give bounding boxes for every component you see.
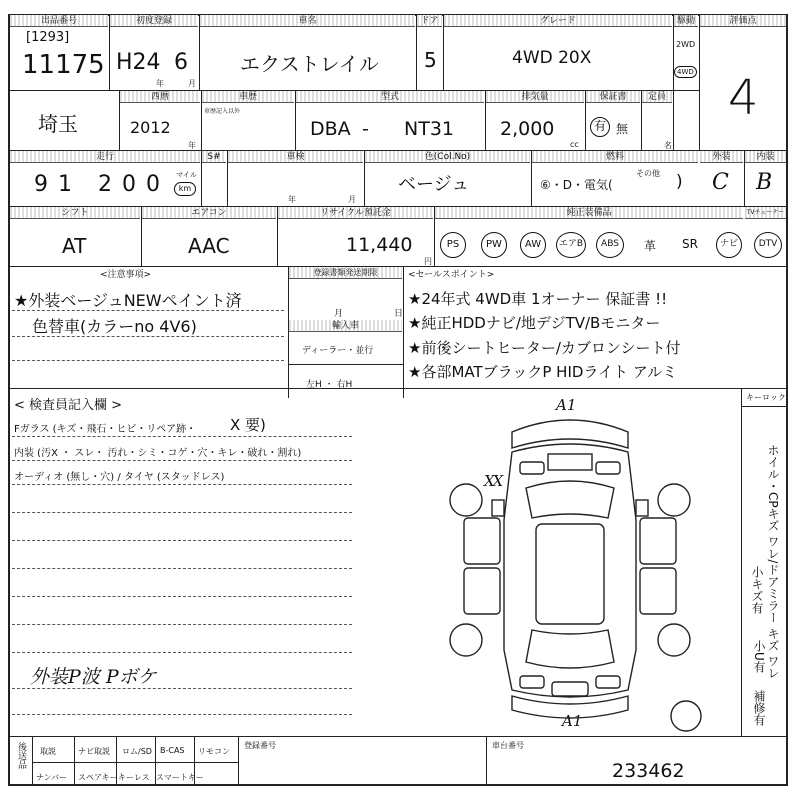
color: ベージュ — [398, 174, 470, 195]
capacity-unit: 名 — [664, 141, 672, 150]
equip-sunroof: SR — [682, 237, 698, 251]
reg-era: H24 — [116, 50, 161, 75]
shift: AT — [62, 234, 87, 258]
fuel-header: 燃料 — [532, 151, 698, 163]
side-vertical-main: ホイル・CPキズ ワレ/ドアミラー キズ ワレ — [766, 444, 780, 680]
capacity-header: 定員 — [642, 91, 672, 103]
history-note: 車歴記入以外 — [204, 108, 241, 115]
post-spare-key: スペアキー — [78, 773, 118, 782]
dealer-parallel: ディーラー・並行 — [302, 346, 374, 356]
fuel-other: その他 — [636, 169, 660, 178]
diagram-top-mark: A1 — [556, 396, 577, 414]
side-vertical-sub-1: 小キズ有 — [750, 566, 764, 614]
cc-unit: cc — [570, 140, 579, 149]
sales-header: <セールスポイント> — [408, 270, 495, 280]
displacement: 2,000 — [500, 118, 555, 140]
equip-dtv: DTV — [754, 232, 782, 258]
mile-label: マイル — [176, 171, 197, 179]
score-header: 評価点 — [700, 15, 786, 27]
reg-month: 6 — [174, 50, 188, 75]
reg-number-label: 登録番号 — [244, 741, 276, 750]
equip-airbag: エアB — [556, 232, 586, 258]
inspection-month-unit: 月 — [348, 195, 356, 204]
score-value: 4 — [728, 70, 759, 126]
model-year-header: 西暦 — [120, 91, 200, 103]
model-code: NT31 — [404, 118, 454, 140]
mileage-digit-3: 2 — [98, 172, 112, 197]
int-grade: B — [756, 170, 773, 195]
equip-header: 純正装備品 — [435, 207, 743, 219]
mileage-digit-4: 0 — [122, 172, 136, 197]
drive-4wd — [674, 66, 697, 78]
inspector-line-3: オーディオ (無し・穴) / タイヤ (スタッドレス) — [14, 472, 225, 483]
region: 埼玉 — [38, 112, 78, 136]
car-name: エクストレイル — [240, 52, 379, 76]
equip-pw: PW — [481, 232, 507, 258]
color-header: 色(Col.No) — [365, 151, 530, 163]
inspector-line-1-mark: X 要) — [230, 416, 266, 434]
car-diagram — [440, 400, 700, 730]
recycle-fee: 11,440 — [346, 234, 413, 256]
caution-header: <注意事項> — [100, 270, 152, 280]
equip-leather: 革 — [644, 239, 657, 253]
history-header: 車歴 — [202, 91, 294, 103]
sales-line-4: ★各部MATブラックP HIDライト アルミ — [408, 363, 678, 381]
model-prefix: DBA — [310, 118, 351, 140]
post-items-label: 後送品 — [16, 742, 26, 769]
month-unit: 月 — [188, 79, 196, 88]
drive-4wd-circled: 4WD — [674, 66, 697, 78]
int-header: 内装 — [745, 151, 786, 163]
post-keyless: キーレス — [118, 773, 150, 782]
caution-line-1: ★外装ベージュNEWペイント済 — [14, 291, 242, 310]
post-number: ナンバー — [36, 773, 68, 782]
drive-side: 左H ・ 右H — [306, 380, 353, 390]
mileage-header: 走行 — [10, 151, 200, 163]
post-navi-manual: ナビ取説 — [78, 747, 110, 756]
inspector-line-2: 内装 (汚X ・ スレ・ 汚れ・シミ・コゲ・穴・キレ・破れ・割れ) — [14, 448, 302, 459]
ext-grade: C — [712, 170, 729, 195]
year-unit: 年 — [156, 79, 164, 88]
mileage-digit-5: 0 — [146, 172, 160, 197]
mileage-digit-1: 9 — [34, 172, 48, 197]
door-header: ドア — [417, 15, 442, 27]
sales-line-2: ★純正HDDナビ/地デジTV/Bモニター — [408, 314, 661, 332]
post-smart-key: スマートキー — [156, 773, 204, 782]
grade: 4WD 20X — [512, 48, 592, 68]
reg-deadline-header: 登録書類発送期限 — [289, 267, 402, 279]
fuel-options: ⑥・D・電気( — [540, 178, 613, 192]
model-year-unit: 年 — [188, 141, 196, 150]
warranty-header: 保証書 — [586, 91, 640, 103]
inspection-year-unit: 年 — [288, 195, 296, 204]
drive-header: 駆動 — [674, 15, 698, 27]
equip-navi: ナビ — [716, 232, 742, 258]
equip-aw: AW — [520, 232, 546, 258]
drive-2wd: 2WD — [676, 40, 696, 49]
sales-line-1: ★24年式 4WD車 1オーナー 保証書 !! — [408, 290, 668, 308]
post-manual: 取説 — [40, 747, 56, 756]
side-vertical-sub-2: 小U有 — [752, 640, 766, 673]
ext-header: 外装 — [700, 151, 743, 163]
shift-header: シフト — [10, 207, 140, 219]
name-header: 車名 — [200, 15, 415, 27]
air-conditioner: AAC — [188, 234, 230, 258]
grade-header: グレード — [444, 15, 672, 27]
door-count: 5 — [424, 48, 437, 72]
lot-header: 出品番号 — [10, 15, 108, 27]
post-bcas: B-CAS — [160, 746, 185, 755]
deadline-month: 月 — [334, 309, 344, 319]
mileage-digit-2: 1 — [58, 172, 72, 197]
model-header: 型式 — [296, 91, 484, 103]
yen-unit: 円 — [424, 257, 432, 266]
sales-line-3: ★前後シートヒーター/カブロンシート付 — [408, 339, 681, 357]
post-remote: リモコン — [198, 747, 230, 756]
warranty-no: 無 — [616, 122, 629, 136]
diagram-bottom-mark: A1 — [562, 712, 583, 730]
fuel-close: ) — [676, 172, 683, 192]
lot-number: 11175 — [22, 50, 105, 80]
tv-tuner-header: TVチューナー — [745, 207, 786, 219]
inspector-handwritten: 外装P波 Pボケ — [30, 666, 157, 688]
import-header: 輸入車 — [289, 320, 402, 332]
s-header: S# — [202, 151, 226, 163]
warranty-yes: 有 — [590, 117, 610, 137]
equip-ps: PS — [440, 232, 466, 258]
chassis-number: 233462 — [612, 760, 685, 782]
model-year: 2012 — [130, 118, 171, 137]
disp-header: 排気量 — [486, 91, 584, 103]
side-vertical-sub-3: 補修有 — [752, 690, 766, 726]
inspector-line-1: Fガラス (キズ・飛石・ヒビ・リペア跡・ — [14, 424, 197, 435]
inspector-title: < 検査員記入欄 > — [14, 398, 123, 413]
caution-line-2: 色替車(カラーno 4V6) — [32, 317, 197, 336]
spare-tire-circle — [668, 698, 704, 734]
equip-abs: ABS — [596, 232, 624, 258]
ac-header: エアコン — [142, 207, 276, 219]
model-dash: - — [362, 118, 369, 140]
diagram-xx-mark: XX — [484, 472, 502, 490]
inspection-header: 車検 — [228, 151, 363, 163]
key-lock-label: キーロック — [746, 393, 786, 402]
post-rom-sd: ロム/SD — [122, 747, 152, 756]
km-label: km — [174, 182, 196, 196]
lot-sub-number: [1293] — [26, 30, 70, 45]
recycle-header: リサイクル預託金 — [278, 207, 433, 219]
chassis-label: 車台番号 — [492, 741, 524, 750]
deadline-day: 日 — [394, 309, 404, 319]
reg-header: 初度登録 — [110, 15, 198, 27]
